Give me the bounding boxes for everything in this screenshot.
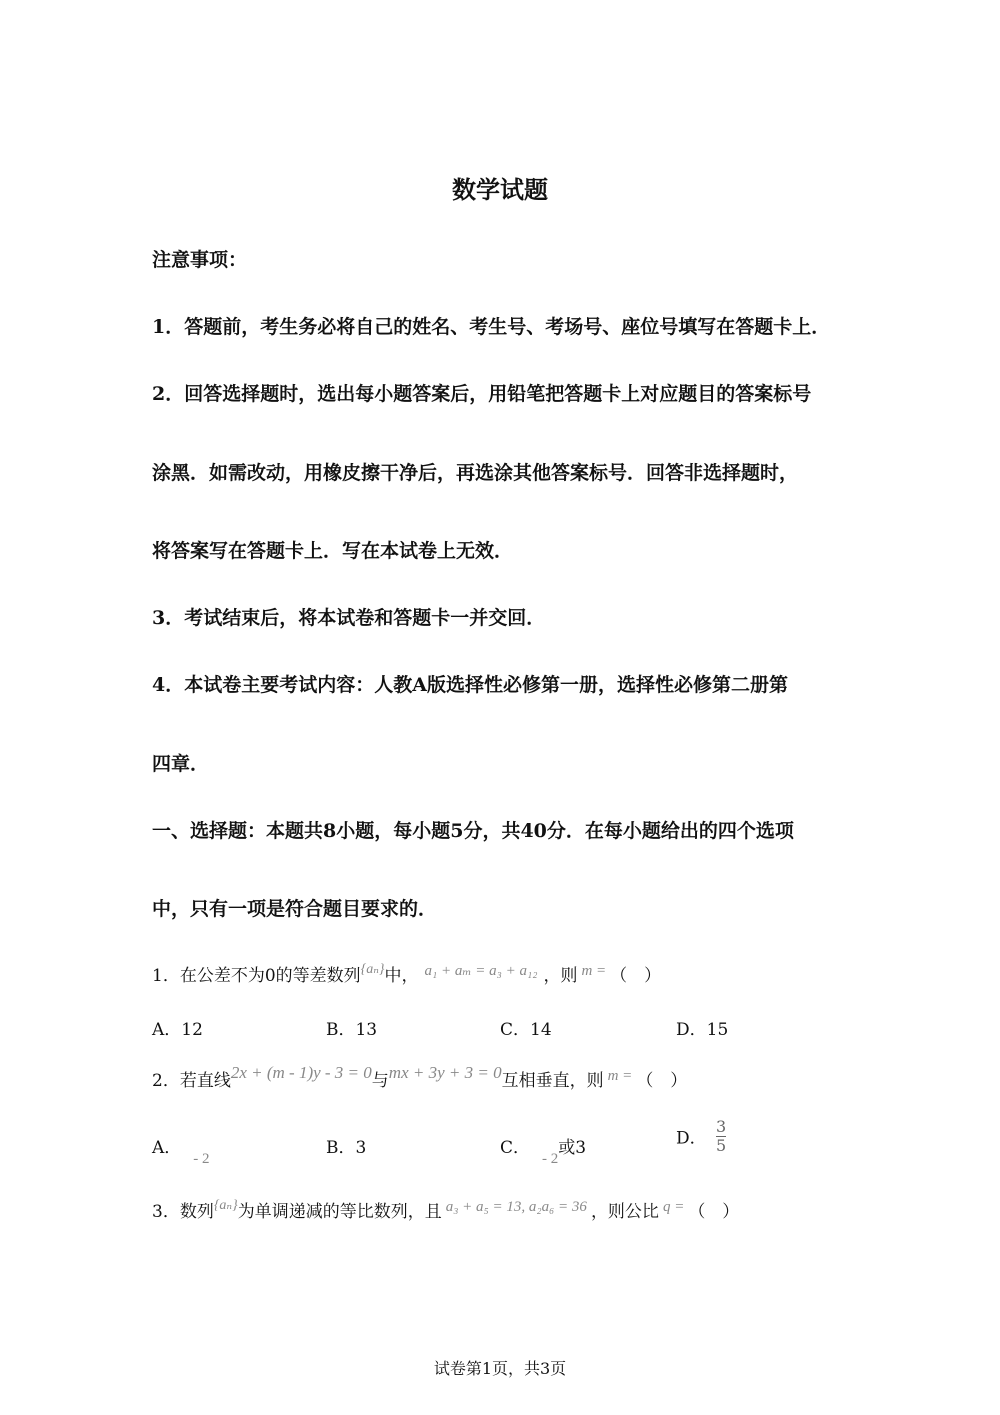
page-footer: 试卷第1页，共3页: [433, 1359, 567, 1378]
question-2-mid: 与: [371, 1071, 389, 1091]
question-3-paren: （ ）: [688, 1202, 740, 1222]
question-2-option-d-fraction: [716, 1118, 726, 1154]
page-title: 数学试题: [452, 175, 548, 204]
notice-item-2-line-2: 涂黑．如需改动，用橡皮擦干净后，再选涂其他答案标号．回答非选择题时，: [152, 462, 799, 484]
question-2-option-d[interactable]: [676, 1118, 726, 1154]
question-3-prefix: 3．数列: [152, 1202, 214, 1222]
question-2: [152, 1063, 688, 1091]
question-2-ask: m =: [607, 1068, 633, 1084]
section-1-line-2: 中，只有一项是符合题目要求的．: [152, 898, 438, 920]
question-1-equation: a₁ + aₘ = a₃ + a₁₂: [424, 963, 538, 979]
question-1-option-d[interactable]: D．15: [676, 1020, 729, 1040]
notice-item-4-line-2: 四章．: [152, 753, 210, 775]
question-2-option-a-label: A．: [152, 1138, 182, 1158]
question-2-option-a[interactable]: [152, 1133, 210, 1167]
notice-item-3: 3．考试结束后，将本试卷和答题卡一并交回．: [152, 607, 546, 629]
question-2-suffix: 互相垂直，则: [501, 1071, 604, 1091]
question-1-option-a[interactable]: A．12: [152, 1020, 203, 1040]
question-1-ask: m =: [581, 963, 607, 979]
question-3-ask: q =: [662, 1199, 685, 1215]
question-2-line-2: mx + 3y + 3 = 0: [388, 1063, 502, 1082]
question-3-sequence: {aₙ}: [213, 1198, 238, 1213]
notice-item-1: 1．答题前，考生务必将自己的姓名、考生号、考场号、座位号填写在答题卡上．: [152, 316, 831, 338]
fraction-numerator: 3: [716, 1117, 727, 1136]
question-2-prefix: 2．若直线: [152, 1071, 231, 1091]
question-2-paren: （ ）: [636, 1071, 688, 1091]
question-1-mid: 中，: [384, 966, 419, 986]
notice-item-4-line-1: 4．本试卷主要考试内容：人教A版选择性必修第一册，选择性必修第二册第: [152, 674, 788, 696]
question-2-option-c-label: C．: [500, 1138, 531, 1158]
notice-item-2-line-1: 2．回答选择题时，选出每小题答案后，用铅笔把答题卡上对应题目的答案标号: [152, 383, 812, 405]
question-1-sequence: {aₙ}: [360, 962, 385, 977]
question-2-option-b[interactable]: B．3: [326, 1138, 367, 1158]
question-1-option-c[interactable]: C．14: [500, 1020, 552, 1040]
question-2-option-d-label: D．: [676, 1128, 707, 1149]
question-3: [152, 1197, 739, 1222]
section-1-line-1: 一、选择题：本题共8小题，每小题5分，共40分．在每小题给出的四个选项: [152, 820, 794, 842]
question-1-prefix: 1．在公差不为0的等差数列: [152, 966, 361, 986]
question-1: [152, 961, 661, 986]
question-1-paren: （ ）: [610, 966, 662, 986]
question-1-option-b[interactable]: B．13: [326, 1020, 378, 1040]
fraction-denominator: 5: [716, 1135, 727, 1155]
question-3-equation: a₃ + a₅ = 13, a₂a₆ = 36: [445, 1199, 587, 1215]
question-2-option-a-value: - 2: [193, 1151, 210, 1167]
question-3-suffix: ，则公比: [590, 1202, 659, 1222]
notice-item-2-line-3: 将答案写在答题卡上．写在本试卷上无效．: [152, 540, 514, 562]
notice-heading: 注意事项：: [152, 249, 248, 271]
question-1-suffix: ，则: [543, 966, 578, 986]
question-2-option-c[interactable]: [500, 1133, 587, 1167]
question-2-option-c-value: - 2: [542, 1151, 559, 1167]
question-2-line-1: 2x + (m - 1)y - 3 = 0: [230, 1063, 372, 1082]
question-2-option-c-tail: 或3: [558, 1138, 587, 1158]
question-3-mid: 为单调递减的等比数列，且: [237, 1202, 442, 1222]
